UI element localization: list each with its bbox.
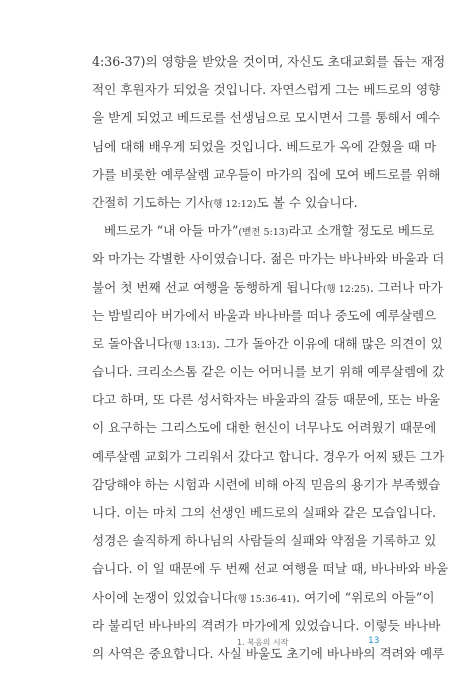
- text-line: 라 불리던 바나바의 격려가 마가에게 있었습니다. 이렇듯 바나바: [92, 617, 441, 633]
- text-line: 다고 하며, 또 다른 성서학자는 바울과의 갈등 때문에, 또는 바울: [92, 392, 441, 408]
- scripture-reference: (벧전 5:13): [238, 227, 289, 239]
- text-line: 와 마가는 각별한 사이였습니다. 젊은 마가는 바나바와 바울과 더: [92, 251, 445, 267]
- text-line: [92, 330, 443, 358]
- text-segment: 간절히 기도하는 기사: [92, 194, 210, 210]
- text-line: 의 사역은 중요합니다. 사실 바울도 초기에 바나바의 격려와 예루: [92, 645, 445, 661]
- text-line: 감당해야 하는 시험과 시련에 비해 아직 믿음의 용기가 부족했습: [92, 476, 441, 492]
- body-text: [92, 48, 449, 668]
- text-segment: . 그러나 마가: [369, 279, 443, 295]
- text-line: 가를 비롯한 예루살렘 교우들이 마가의 집에 모여 베드로를 위해: [92, 166, 441, 182]
- text-segment: 불어 첫 번째 선교 여행을 동행하게 됩니다: [92, 279, 323, 295]
- text-line: 적인 후원자가 되었을 것입니다. 자연스럽게 그는 베드로의 영향: [92, 82, 441, 98]
- scripture-reference: (행 13:13): [169, 339, 216, 351]
- text-segment: 사이에 논쟁이 있었습니다: [92, 589, 234, 605]
- text-line: 예루살렘 교회가 그리워서 갔다고 합니다. 경우가 어찌 됐든 그가: [92, 448, 445, 464]
- text-line: 이 요구하는 그리스도에 대한 헌신이 너무나도 어려웠기 때문에: [92, 420, 437, 436]
- text-segment: . 여기에 “위로의 아들”이: [296, 589, 435, 605]
- scripture-reference: (행 12:25): [322, 283, 370, 295]
- text-line: [92, 189, 388, 217]
- text-line: 을 받게 되었고 베드로를 선생님으로 모시면서 그를 통해서 예수: [92, 110, 441, 126]
- text-line: 님에 대해 배우게 되었을 것입니다. 베드로가 옥에 갇혔을 때 마: [92, 138, 437, 154]
- text-line: 습니다. 이 일 때문에 두 번째 선교 여행을 떠날 때, 바나바와 바울: [92, 561, 449, 577]
- text-line: 는 밤빌리아 버가에서 바울과 바나바를 떠나 중도에 예루살렘으: [92, 307, 437, 323]
- text-segment: 로 돌아옵니다: [92, 335, 169, 351]
- text-line: 습니다. 크리소스톰 같은 이는 어머니를 보기 위해 예루살렘에 갔: [92, 364, 445, 380]
- text-segment: . 그가 돌아간 이유에 대해 많은 의견이 있: [216, 335, 443, 351]
- page-number: 13: [368, 636, 380, 646]
- text-line: 니다. 이는 마치 그의 선생인 베드로의 실패와 같은 모습입니다.: [92, 505, 437, 520]
- chapter-title: 1. 복음의 시작: [237, 638, 289, 647]
- text-line: [92, 584, 435, 612]
- page-footer: [0, 637, 470, 651]
- text-segment: 도 볼 수 있습니다.: [256, 194, 358, 210]
- text-segment: 라고 소개할 정도로 베드로: [288, 223, 435, 239]
- text-line: 성경은 솔직하게 하나님의 사람들의 실패와 약점을 기록하고 있: [92, 533, 437, 549]
- text-line: [92, 274, 443, 302]
- text-line: [92, 217, 435, 245]
- text-segment: 베드로가 “내 아들 마가”: [104, 223, 239, 239]
- scripture-reference: (행 15:36-41): [233, 593, 297, 605]
- text-line: 4:36-37)의 영향을 받았을 것이며, 자신도 초대교회를 돕는 재정: [92, 54, 446, 69]
- scripture-reference: (행 12:12): [209, 198, 257, 210]
